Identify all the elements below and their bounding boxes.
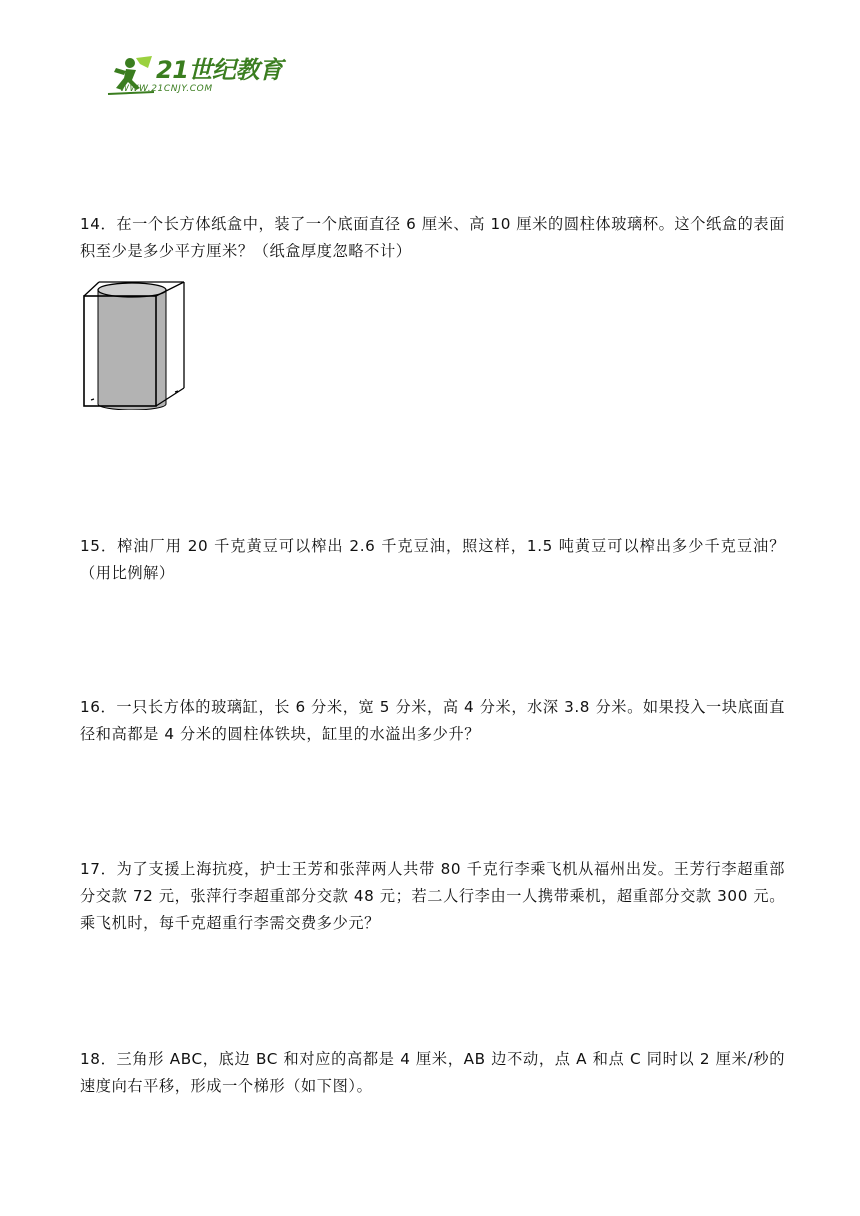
question-15: 15．榨油厂用 20 千克黄豆可以榨出 2.6 千克豆油，照这样，1.5 吨黄豆可以榨出多少千克豆油？（用比例解） xyxy=(80,537,785,582)
question-14: 14．在一个长方体纸盒中，装了一个底面直径 6 厘米、高 10 厘米的圆柱体玻璃杯。这个纸盒的表面积至少是多少平方厘米？（纸盒厚度忽略不计） xyxy=(80,215,785,260)
question-16: 16．一只长方体的玻璃缸，长 6 分米，宽 5 分米，高 4 分米，水深 3.8 分米。如果投入一块底面直径和高都是 4 分米的圆柱体铁块，缸里的水溢出多少升？ xyxy=(80,698,785,743)
cylinder-in-box-figure xyxy=(81,280,189,410)
site-logo xyxy=(106,52,283,98)
question-18: 18．三角形 ABC，底边 BC 和对应的高都是 4 厘米，AB 边不动，点 A 和点 C 同时以 2 厘米/秒的速度向右平移，形成一个梯形（如下图）。 xyxy=(80,1050,785,1095)
logo-brand-text: 21世纪教育 xyxy=(156,56,283,84)
logo-url-text: WWW.21CNJY.COM xyxy=(120,84,213,94)
question-17: 17．为了支援上海抗疫，护士王芳和张萍两人共带 80 千克行李乘飞机从福州出发。王芳行李超重部分交款 72 元，张萍行李超重部分交款 48 元；若二人行李由一人携带乘机，超重部分交款 300 元。乘飞机时，每千克超重行李需交费多少元？ xyxy=(80,860,785,932)
